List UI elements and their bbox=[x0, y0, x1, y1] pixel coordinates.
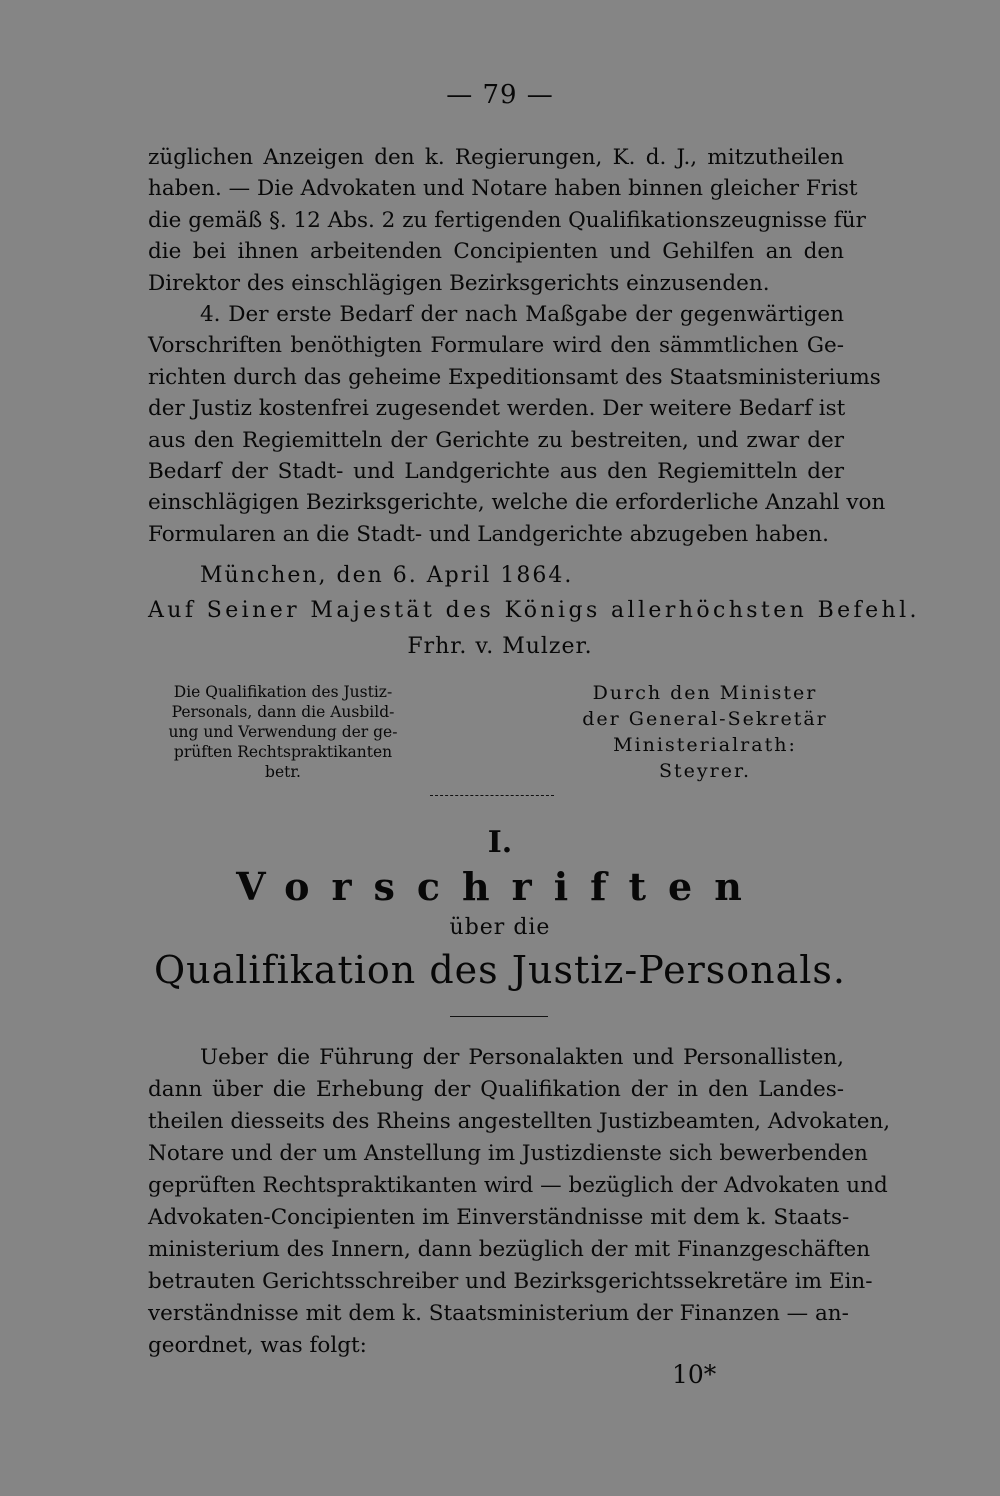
text-line: dann über die Erhebung der Qualifikation der in den Landes- bbox=[148, 1077, 844, 1102]
text-line: einschlägigen Bezirksgerichte, welche die erforderliche Anzahl von bbox=[148, 490, 886, 516]
text-line: Advokaten-Concipienten im Einverständnisse mit dem k. Staats- bbox=[148, 1205, 850, 1230]
section-title: Qualifikation des Justiz-Personals. bbox=[154, 948, 846, 992]
divider-rule bbox=[430, 795, 554, 796]
bottom-paragraph bbox=[148, 1042, 891, 1362]
text-line: betrauten Gerichtsschreiber und Bezirksgerichtssekretäre im Ein- bbox=[148, 1269, 873, 1294]
text-line: der Justiz kostenfrei zugesendet werden. Der weitere Bedarf ist bbox=[148, 396, 846, 422]
divider-rule bbox=[450, 1016, 548, 1017]
text-line: Bedarf der Stadt- und Landgerichte aus den Regiemitteln der bbox=[148, 459, 844, 485]
text-line: richten durch das geheime Expeditionsamt des Staatsministeriums bbox=[148, 364, 881, 390]
page-number: — 79 — bbox=[446, 80, 554, 110]
footnote-line: betr. bbox=[265, 763, 301, 781]
countersignature-line: Steyrer. bbox=[659, 760, 751, 782]
footnote-subject bbox=[148, 682, 418, 782]
footnote-line: ung und Verwendung der ge- bbox=[168, 723, 398, 741]
text-line: 4. Der erste Bedarf der nach Maßgabe der gegenwärtigen bbox=[200, 302, 844, 328]
section-heading: Vorschriften bbox=[236, 864, 764, 909]
signer-name: Frhr. v. Mulzer. bbox=[407, 634, 593, 659]
footnote-line: Personals, dann die Ausbild- bbox=[171, 703, 395, 721]
text-line: verständnisse mit dem k. Staatsministerium der Finanzen — an- bbox=[148, 1301, 849, 1326]
text-line: Notare und der um Anstellung im Justizdienste sich bewerbenden bbox=[148, 1141, 868, 1166]
text-line: Vorschriften benöthigten Formulare wird den sämmtlichen Ge- bbox=[148, 333, 844, 359]
top-paragraph bbox=[148, 142, 886, 550]
text-line: geordnet, was folgt: bbox=[148, 1333, 367, 1358]
command-line: Auf Seiner Majestät des Königs allerhöchsten Befehl. bbox=[148, 598, 920, 623]
text-line: Formularen an die Stadt- und Landgerichte abzugeben haben. bbox=[148, 521, 829, 547]
text-line: aus den Regiemitteln der Gerichte zu bestreiten, und zwar der bbox=[148, 427, 844, 453]
text-line: haben. — Die Advokaten und Notare haben binnen gleicher Frist bbox=[148, 176, 858, 202]
section-number: I. bbox=[487, 825, 513, 860]
date-line: München, den 6. April 1864. bbox=[200, 563, 574, 588]
text-line: Direktor des einschlägigen Bezirksgerichts einzusenden. bbox=[148, 270, 770, 296]
text-line: Ueber die Führung der Personalakten und Personallisten, bbox=[200, 1045, 844, 1070]
countersignature-line: Ministerialrath: bbox=[613, 734, 797, 756]
countersignature-line: der General-Sekretär bbox=[582, 708, 828, 730]
section-subheading: über die bbox=[449, 915, 551, 940]
text-line: die gemäß §. 12 Abs. 2 zu fertigenden Qualifikationszeugnisse für bbox=[148, 207, 866, 233]
text-line: ministerium des Innern, dann bezüglich der mit Finanzgeschäften bbox=[148, 1237, 871, 1262]
signature-mark: 10* bbox=[672, 1360, 717, 1389]
text-line: die bei ihnen arbeitenden Concipienten und Gehilfen an den bbox=[148, 239, 844, 265]
text-line: theilen diesseits des Rheins angestellten Justizbeamten, Advokaten, bbox=[148, 1109, 891, 1134]
text-line: züglichen Anzeigen den k. Regierungen, K. d. J., mitzutheilen bbox=[148, 145, 844, 170]
footnote-line: Die Qualifikation des Justiz- bbox=[173, 683, 393, 701]
text-line: geprüften Rechtspraktikanten wird — bezüglich der Advokaten und bbox=[148, 1173, 888, 1198]
countersignature-line: Durch den Minister bbox=[592, 682, 818, 704]
countersignature bbox=[560, 680, 850, 784]
footnote-line: prüften Rechtspraktikanten bbox=[173, 743, 393, 761]
